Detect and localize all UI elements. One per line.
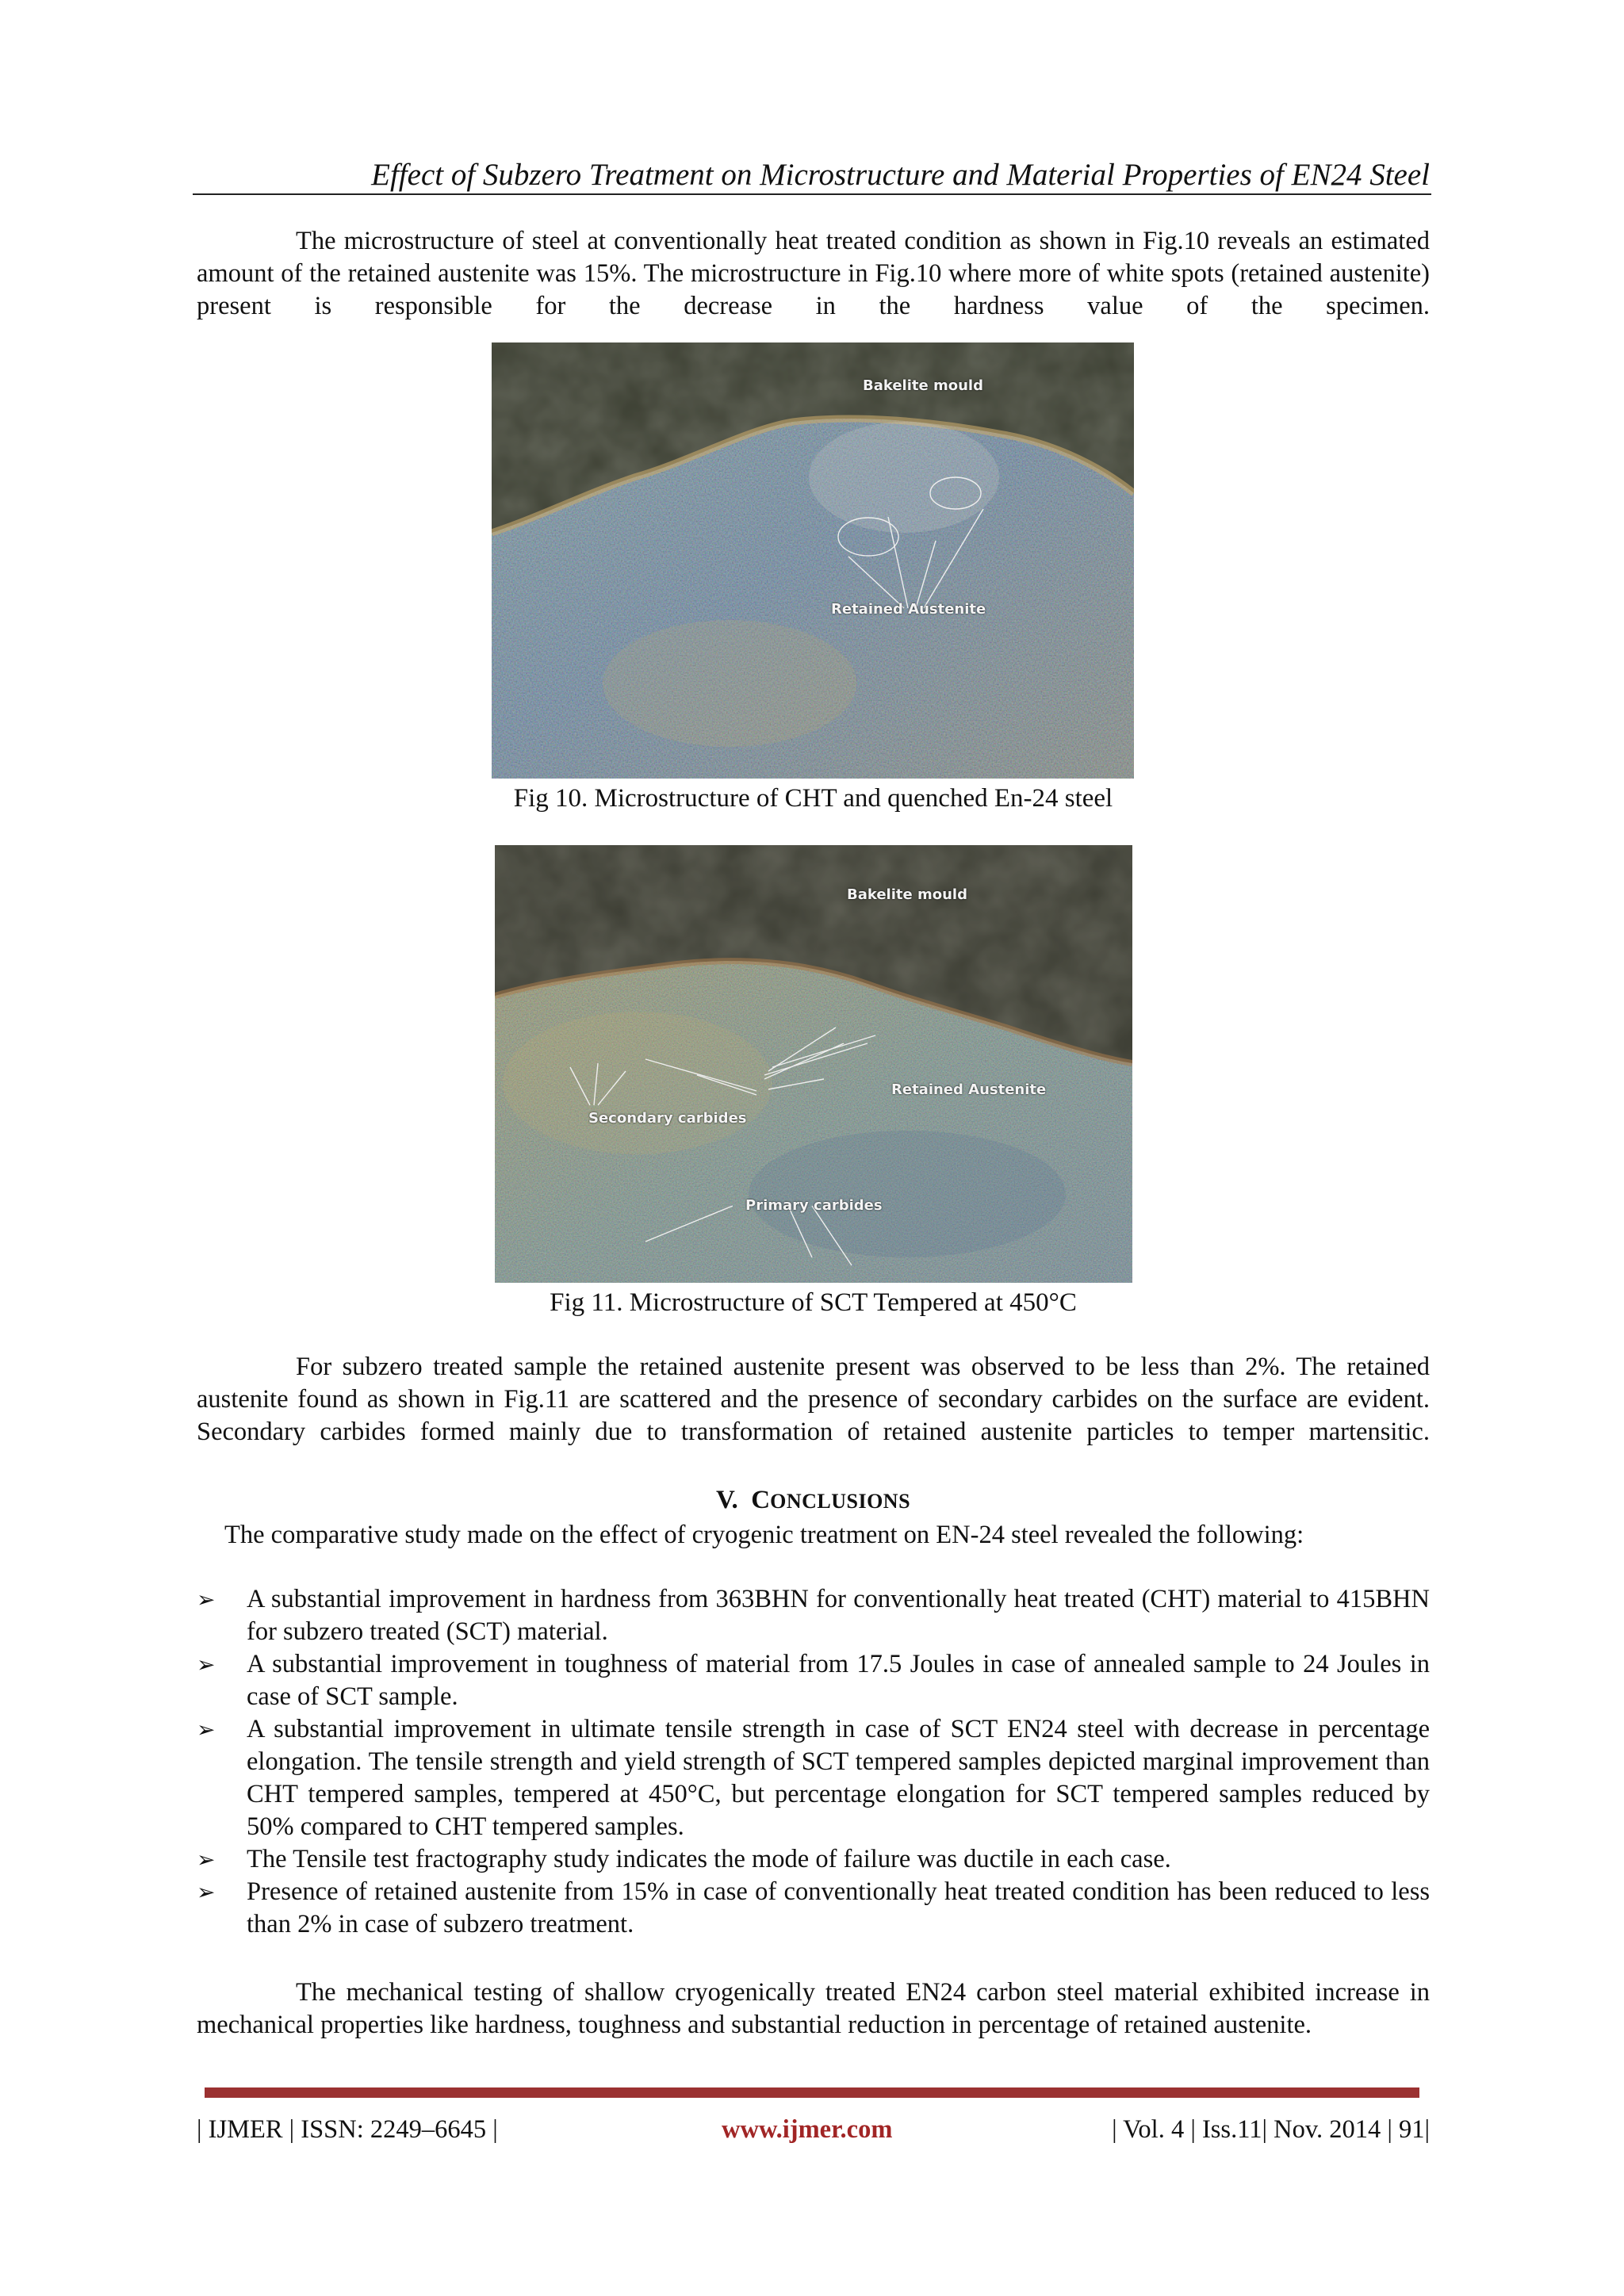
conclusion-item [197, 1583, 1430, 1648]
conclusion-text: The Tensile test fractography study indicates the mode of failure was ductile in each case. [247, 1845, 1171, 1873]
paragraph-fig10-discussion: The microstructure of steel at conventionally heat treated condition as shown in Fig.10 reveals an estimated amount of the retained austenite was 15%. The microstructure in Fig.10 where more of white spots (retained austenite) present is responsible for the decrease in the hardness value of the specimen. [197, 227, 1430, 320]
paragraph-final-summary: The mechanical testing of shallow cryogenically treated EN24 carbon steel material exhibited increase in mechanical properties like hardness, toughness and substantial reduction in percentage of retained austenite. [197, 1978, 1430, 2039]
bullet-arrow-icon: ➢ [197, 1879, 216, 1905]
section-title-initial: C [751, 1486, 771, 1514]
section-number: V. [715, 1486, 738, 1514]
conclusion-text: A substantial improvement in toughness of material from 17.5 Joules in case of annealed sample to 24 Joules in case of SCT sample. [247, 1650, 1430, 1711]
conclusion-item [197, 1648, 1430, 1713]
figure-10-micrograph [492, 342, 1134, 779]
conclusion-text: A substantial improvement in ultimate tensile strength in case of SCT EN24 steel with decrease in percentage elongation. The tensile strength and yield strength of SCT tempered samples depicted marginal improvement than CHT tempered samples, tempered at 450°C, but percentage elongation for SCT tempered samples reduced by 50% compared to CHT tempered samples. [247, 1715, 1430, 1841]
figure-11-label-bakelite: Bakelite mould [847, 886, 967, 903]
footer-volume-page: | Vol. 4 | Iss.11| Nov. 2014 | 91| [1112, 2115, 1430, 2144]
bullet-arrow-icon: ➢ [197, 1586, 216, 1613]
figure-10-label-retained-austenite: Retained Austenite [831, 601, 986, 618]
figure-11-image [495, 845, 1132, 1283]
conclusion-text: Presence of retained austenite from 15% in case of conventionally heat treated condition has been reduced to less than 2% in case of subzero treatment. [247, 1877, 1430, 1938]
figure-10-image [492, 342, 1134, 779]
figure-10-label-bakelite: Bakelite mould [863, 377, 983, 394]
figure-10-caption: Fig 10. Microstructure of CHT and quenched En-24 steel [513, 784, 1113, 813]
conclusion-text: A substantial improvement in hardness from 363BHN for conventionally heat treated (CHT) material to 415BHN for subzero treated (SCT) material. [247, 1585, 1430, 1646]
conclusions-intro: The comparative study made on the effect of cryogenic treatment on EN-24 steel revealed the following: [224, 1521, 1304, 1549]
figure-11-label-primary-carbides: Primary carbides [745, 1197, 883, 1214]
conclusion-item [197, 1843, 1430, 1876]
conclusion-item [197, 1876, 1430, 1941]
bullet-arrow-icon: ➢ [197, 1651, 216, 1678]
bullet-arrow-icon: ➢ [197, 1846, 216, 1873]
bullet-arrow-icon: ➢ [197, 1716, 216, 1743]
footer-journal-info: | IJMER | ISSN: 2249–6645 | [197, 2115, 498, 2144]
figure-11-label-retained-austenite: Retained Austenite [891, 1081, 1047, 1098]
austenite-cluster [809, 422, 999, 533]
figure-11-label-secondary-carbides: Secondary carbides [588, 1110, 747, 1127]
footer-website-link[interactable]: www.ijmer.com [722, 2115, 893, 2144]
section-title-rest: ONCLUSIONS [770, 1490, 911, 1513]
paragraph-fig11-discussion: For subzero treated sample the retained austenite present was observed to be less than 2%. The retained austenite found as shown in Fig.11 are scattered and the presence of secondary carbides on the surface are evident. Secondary carbides formed mainly due to transformation of retained austenite particles to temper martensitic. [197, 1353, 1430, 1446]
figure-11-caption: Fig 11. Microstructure of SCT Tempered at 450°C [550, 1288, 1077, 1317]
conclusion-item [197, 1713, 1430, 1843]
figure-11-micrograph [495, 845, 1132, 1283]
header-rule [193, 193, 1431, 195]
footer-rule [205, 2087, 1419, 2098]
conclusions-list [197, 1583, 1430, 1941]
section-heading-conclusions [197, 1484, 1430, 1517]
running-header: Effect of Subzero Treatment on Microstructure and Material Properties of EN24 Steel [371, 158, 1430, 192]
